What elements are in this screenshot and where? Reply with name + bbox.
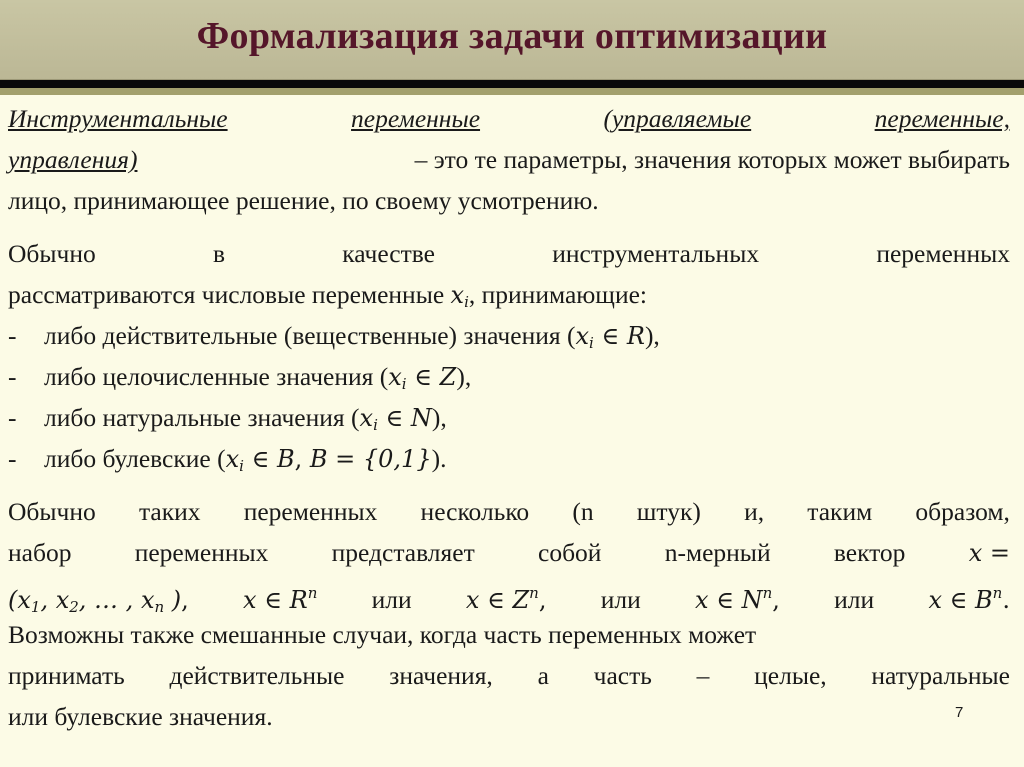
text: рассматриваются числовые переменные (8, 280, 451, 309)
definition-term: Инструментальные (8, 104, 228, 133)
slide-body (8, 98, 1010, 737)
set-expr: x ∈ $B^n$. (928, 584, 1010, 614)
vector-expr: ($x_1$, $x_2$, … , $x_n$ ), (8, 586, 189, 616)
bullet-item: - либо натуральные значения ( $x_i$ ∈ N ), (8, 403, 447, 434)
set-expr: x ∈ $N^n$, (695, 584, 780, 614)
bullet-item: - либо действительные (вещественные) значения ( $x_i$ ∈ R ), (8, 321, 660, 352)
text: лицо, принимающее решение, по своему усмотрению. (8, 186, 599, 215)
definition-term: (управляемые (603, 104, 752, 133)
p2-line-2 (8, 274, 1010, 315)
text: – это те параметры, значения которых может выбирать (414, 145, 1010, 174)
word: Обычно (8, 239, 96, 268)
p1-line-1 (8, 98, 1010, 139)
definition-term: переменные (351, 104, 481, 133)
p3-line-5: принимать действительные значения, а часть – целые, натуральные (8, 661, 1010, 690)
math-var: $x_i$ (450, 281, 469, 311)
p3-line-4: Возможны также смешанные случаи, когда часть переменных может (8, 620, 757, 649)
text: , принимающие: (468, 280, 647, 309)
bullet-item: - либо булевские ( $x_i$ ∈ B , B = {0,1} ). (8, 438, 1010, 479)
slide-title: Формализация задачи оптимизации (196, 15, 828, 57)
title-divider-dark (0, 80, 1024, 88)
p3-line-2: набор переменных представляет собой n-мерный вектор x = (8, 532, 1010, 573)
title-divider-olive (0, 88, 1024, 95)
set-expr: x ∈ $R^n$ (243, 584, 318, 614)
page-number: 7 (955, 704, 964, 721)
math-expr: B = {0,1} (309, 445, 432, 473)
title-bar (0, 0, 1024, 80)
p3-line-1: Обычно таких переменных несколько (n штук) и, таким образом, (8, 497, 1010, 526)
p1-line-2 (8, 139, 1010, 180)
word: качестве (342, 239, 435, 268)
p3-line-3: ($x_1$, $x_2$, … , $x_n$ ), x ∈ $R^n$ или x ∈ $Z^n$, или x ∈ $N^n$, или x ∈ $B^n$. (8, 573, 1010, 614)
definition-term: управления) (8, 145, 138, 174)
math-expr: x = (968, 539, 1010, 567)
bullet-item: - либо целочисленные значения ( $x_i$ ∈ Z ), (8, 362, 472, 393)
definition-term: переменные, (874, 104, 1010, 133)
word: в (212, 239, 226, 268)
p1-line-3 (8, 180, 1010, 221)
word: инструментальных (552, 239, 760, 268)
word: переменных (876, 239, 1010, 268)
p2-line-1 (8, 233, 1010, 274)
p3-line-6: или булевские значения. (8, 702, 273, 731)
set-expr: x ∈ $Z^n$, (465, 584, 547, 614)
